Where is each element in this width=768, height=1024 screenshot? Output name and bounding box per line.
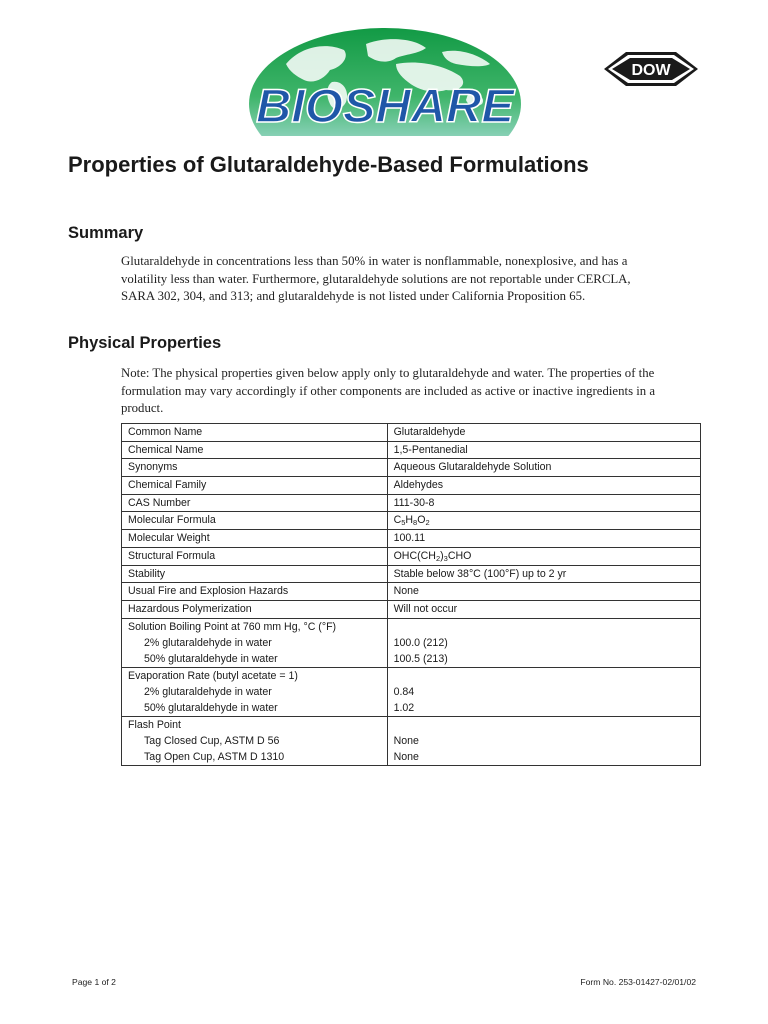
property-label: CAS Number xyxy=(122,494,388,512)
summary-line: volatility less than water. Furthermore, glutaraldehyde solutions are not reportable under CERCLA, xyxy=(121,271,631,286)
physical-note xyxy=(121,365,705,418)
note-line: product. xyxy=(121,401,164,415)
table-row xyxy=(122,583,701,601)
property-label: Common Name xyxy=(122,424,388,442)
property-value: 111-30-8 xyxy=(387,494,700,512)
note-line: formulation may vary accordingly if other components are included as active or inactive ingredients in a xyxy=(121,383,656,398)
dow-wordmark: DOW xyxy=(631,62,671,79)
sub-item-label: Tag Closed Cup, ASTM D 56 xyxy=(144,734,280,747)
physical-properties-heading: Physical Properties xyxy=(68,334,222,352)
summary-heading: Summary xyxy=(68,224,144,242)
table-row xyxy=(122,600,701,618)
property-label: Chemical Name xyxy=(122,441,388,459)
property-value xyxy=(387,716,700,765)
property-label: Stability xyxy=(122,565,388,583)
flash-point-label: Flash Point xyxy=(128,718,181,731)
sub-item-value: None xyxy=(393,750,419,763)
property-label: Structural Formula xyxy=(122,547,388,565)
table-row xyxy=(122,424,701,442)
property-label: Chemical Family xyxy=(122,477,388,495)
property-label xyxy=(122,667,388,716)
property-value: Aqueous Glutaraldehyde Solution xyxy=(387,459,700,477)
property-value: Aldehydes xyxy=(387,477,700,495)
property-label xyxy=(122,618,388,667)
table-row xyxy=(122,530,701,548)
page-number: Page 1 of 2 xyxy=(72,977,116,987)
sub-item-label: Tag Open Cup, ASTM D 1310 xyxy=(144,750,285,763)
property-label: Synonyms xyxy=(122,459,388,477)
sub-item-label: 50% glutaraldehyde in water xyxy=(144,701,278,714)
property-value xyxy=(387,618,700,667)
structural-formula-value: $OHC(CH_2)_3CHO$ xyxy=(387,547,700,565)
summary-line: SARA 302, 304, and 313; and glutaraldehyde is not listed under California Proposition 65. xyxy=(121,289,586,303)
sub-item-value: 100.0 (212) xyxy=(393,636,448,649)
sub-item-label: 2% glutaraldehyde in water xyxy=(144,636,272,649)
table-row xyxy=(122,459,701,477)
property-label: Molecular Weight xyxy=(122,530,388,548)
property-value: Will not occur xyxy=(387,600,700,618)
summary-line: Glutaraldehyde in concentrations less than 50% in water is nonflammable, nonexplosive, and has a xyxy=(121,254,628,268)
sub-item-value: None xyxy=(393,734,419,747)
property-label: Usual Fire and Explosion Hazards xyxy=(122,583,388,601)
page-title: Properties of Glutaraldehyde-Based Formulations xyxy=(68,152,589,177)
property-label: Hazardous Polymerization xyxy=(122,600,388,618)
property-value: Stable below 38°C (100°F) up to 2 yr xyxy=(387,565,700,583)
table-row-boiling-point xyxy=(122,618,701,667)
sub-item-label: 2% glutaraldehyde in water xyxy=(144,685,272,698)
property-value: 1,5-Pentanedial xyxy=(387,441,700,459)
property-value xyxy=(387,667,700,716)
physical-properties-table xyxy=(121,423,701,766)
summary-paragraph xyxy=(121,253,705,306)
sub-item-value: 0.84 xyxy=(393,685,415,698)
molecular-formula-value: $C_5H_8O_2$ xyxy=(387,512,700,530)
sub-item-label: 50% glutaraldehyde in water xyxy=(144,652,278,665)
table-row xyxy=(122,512,701,530)
table-row xyxy=(122,565,701,583)
table-row-flash-point xyxy=(122,716,701,765)
property-value: Glutaraldehyde xyxy=(387,424,700,442)
table-row xyxy=(122,547,701,565)
page-header xyxy=(0,0,768,140)
property-label: Molecular Formula xyxy=(122,512,388,530)
property-value: None xyxy=(387,583,700,601)
dow-logo xyxy=(604,50,698,88)
form-number: Form No. 253-01427-02/01/02 xyxy=(580,977,696,987)
property-value: 100.11 xyxy=(387,530,700,548)
table-row-evaporation-rate xyxy=(122,667,701,716)
property-label xyxy=(122,716,388,765)
sub-item-value: 100.5 (213) xyxy=(393,652,448,665)
evaporation-rate-label: Evaporation Rate (butyl acetate = 1) xyxy=(128,669,298,682)
table-row xyxy=(122,477,701,495)
table-row xyxy=(122,441,701,459)
boiling-point-label: Solution Boiling Point at 760 mm Hg, °C (°F) xyxy=(128,620,337,633)
sub-item-value: 1.02 xyxy=(393,701,415,714)
table-row xyxy=(122,494,701,512)
note-line: Note: The physical properties given below apply only to glutaraldehyde and water. The properties of the xyxy=(121,366,655,380)
bioshare-logo xyxy=(246,24,524,136)
bioshare-wordmark: BIOSHARE xyxy=(256,79,516,132)
